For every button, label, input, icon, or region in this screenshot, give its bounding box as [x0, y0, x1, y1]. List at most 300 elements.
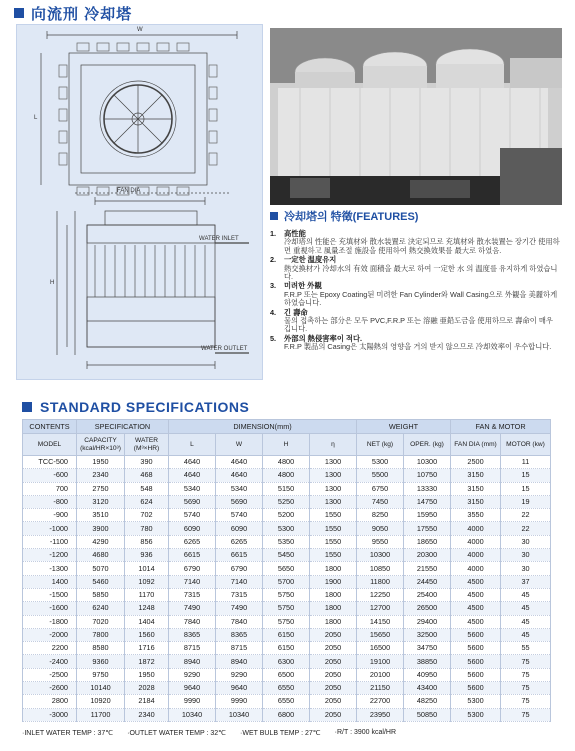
table-cell: 4000	[451, 522, 501, 535]
table-cell: 75	[501, 708, 551, 721]
table-cell: 1300	[310, 495, 357, 508]
table-cell: 4000	[451, 562, 501, 575]
table-cell: 22	[501, 509, 551, 522]
table-cell: 10300	[357, 549, 404, 562]
table-cell: 9990	[216, 695, 263, 708]
table-cell: 1800	[310, 602, 357, 615]
table-cell: 3510	[77, 509, 125, 522]
table-group-header	[23, 420, 551, 434]
table-cell: 6240	[77, 602, 125, 615]
table-cell: 6090	[169, 522, 216, 535]
table-cell: 9750	[77, 668, 125, 681]
table-cell: 12700	[357, 602, 404, 615]
table-cell: 4800	[263, 456, 310, 469]
table-cell: 4640	[216, 456, 263, 469]
feature-head: 一定한 温度유지	[284, 255, 337, 265]
table-cell: 10340	[169, 708, 216, 721]
table-cell: 4000	[451, 535, 501, 548]
features-title: 冷却塔의 特徵(FEATURES)	[284, 211, 419, 223]
table-cell: 17550	[404, 522, 451, 535]
table-cell: 21550	[404, 562, 451, 575]
table-cell: 7140	[169, 575, 216, 588]
table-cell: 4000	[451, 549, 501, 562]
table-cell: 75	[501, 655, 551, 668]
table-cell: 2200	[23, 642, 77, 655]
col-l: L	[169, 434, 216, 456]
table-cell: 38850	[404, 655, 451, 668]
table-cell: TCC-500	[23, 456, 77, 469]
table-cell: 1872	[125, 655, 169, 668]
fan-stack	[105, 211, 197, 225]
table-cell: 23950	[357, 708, 404, 721]
table-cell: 8580	[77, 642, 125, 655]
table-cell: 936	[125, 549, 169, 562]
table-cell: 5350	[263, 535, 310, 548]
table-cell: 6550	[263, 682, 310, 695]
table-row	[23, 615, 551, 628]
table-cell: 3150	[451, 495, 501, 508]
table-row	[23, 482, 551, 495]
table-cell: 7315	[216, 588, 263, 601]
table-cell: 5600	[451, 628, 501, 641]
table-cell: 1800	[310, 562, 357, 575]
features-heading	[270, 208, 562, 224]
table-cell: 2800	[23, 695, 77, 708]
table-cell: 2050	[310, 655, 357, 668]
table-cell: 4500	[451, 588, 501, 601]
table-cell: 7020	[77, 615, 125, 628]
table-cell: 2050	[310, 708, 357, 721]
table-cell: 5200	[263, 509, 310, 522]
table-cell: 11700	[77, 708, 125, 721]
table-cell: 2050	[310, 642, 357, 655]
table-cell: 15	[501, 469, 551, 482]
features-section	[270, 208, 562, 353]
feature-item	[270, 256, 562, 281]
table-cell: 9640	[169, 682, 216, 695]
technical-drawing	[16, 24, 263, 380]
table-cell: 5250	[263, 495, 310, 508]
feature-number: 2.	[270, 255, 277, 265]
table-cell: 700	[23, 482, 77, 495]
table-cell: 14150	[357, 615, 404, 628]
table-row	[23, 469, 551, 482]
page-header	[14, 5, 132, 21]
feature-item	[270, 309, 562, 334]
table-cell: 1404	[125, 615, 169, 628]
table-cell: 9990	[169, 695, 216, 708]
table-cell: 9050	[357, 522, 404, 535]
water-outlet-label: WATER OUTLET	[201, 346, 248, 352]
specs-square-icon	[22, 402, 32, 412]
table-cell: 6750	[357, 482, 404, 495]
table-cell: 4290	[77, 535, 125, 548]
table-cell: 14750	[404, 495, 451, 508]
table-cell: 4640	[216, 469, 263, 482]
feature-number: 4.	[270, 307, 277, 317]
table-cell: 10920	[77, 695, 125, 708]
table-cell: 1716	[125, 642, 169, 655]
table-cell: 22	[501, 522, 551, 535]
table-cell: 5300	[263, 522, 310, 535]
table-cell: 48250	[404, 695, 451, 708]
table-cell: -2600	[23, 682, 77, 695]
table-cell: 45	[501, 615, 551, 628]
table-cell: 8715	[216, 642, 263, 655]
table-cell: 6265	[216, 535, 263, 548]
table-cell: 6300	[263, 655, 310, 668]
table-cell: 5850	[77, 588, 125, 601]
table-cell: 2050	[310, 668, 357, 681]
table-cell: -1000	[23, 522, 77, 535]
table-cell: 5600	[451, 642, 501, 655]
table-cell: -1800	[23, 615, 77, 628]
table-cell: -2000	[23, 628, 77, 641]
table-cell: 6265	[169, 535, 216, 548]
col-capacity: CAPACITY (kcal/HR×10³)	[77, 434, 125, 456]
table-cell: 7840	[169, 615, 216, 628]
table-cell: 32500	[404, 628, 451, 641]
col-d: η	[310, 434, 357, 456]
table-cell: 6800	[263, 708, 310, 721]
table-cell: 780	[125, 522, 169, 535]
table-cell: 856	[125, 535, 169, 548]
table-cell: 30	[501, 549, 551, 562]
table-cell: 702	[125, 509, 169, 522]
page-title: 向流刑 冷却塔	[31, 5, 133, 23]
table-cell: 9290	[216, 668, 263, 681]
table-cell: 8940	[216, 655, 263, 668]
table-cell: 5690	[169, 495, 216, 508]
table-cell: 6500	[263, 668, 310, 681]
group-specification: SPECIFICATION	[77, 420, 169, 434]
table-cell: 1800	[310, 615, 357, 628]
table-cell: -900	[23, 509, 77, 522]
cooling-tower-photo	[270, 28, 562, 205]
table-cell: 3120	[77, 495, 125, 508]
table-cell: 4640	[169, 469, 216, 482]
table-cell: 2050	[310, 628, 357, 641]
table-cell: 1800	[310, 588, 357, 601]
table-cell: 5690	[216, 495, 263, 508]
table-cell: 5300	[451, 708, 501, 721]
feature-item	[270, 282, 562, 307]
table-cell: 5340	[169, 482, 216, 495]
table-row	[23, 495, 551, 508]
table-cell: 1400	[23, 575, 77, 588]
table-row	[23, 562, 551, 575]
table-cell: 26500	[404, 602, 451, 615]
group-dimension: DIMENSION(mm)	[169, 420, 357, 434]
table-cell: 10300	[404, 456, 451, 469]
note-rt: · R/T : 3900 kcal/HR	[335, 729, 396, 737]
feature-desc: 冷却塔의 性能은 充填材와 散水装置로 決定되므로 充填材와 散水装置는 장기간 使用하면 重視하고 風量조절 施設을 使用하여 熱交換效果를 最大로 하였음.	[284, 237, 560, 255]
table-cell: 21150	[357, 682, 404, 695]
table-cell: 8365	[216, 628, 263, 641]
table-cell: 3900	[77, 522, 125, 535]
table-cell: 50850	[404, 708, 451, 721]
table-cell: 34750	[404, 642, 451, 655]
col-w: W	[216, 434, 263, 456]
table-cell: 4500	[451, 615, 501, 628]
table-cell: 1014	[125, 562, 169, 575]
table-cell: 7490	[169, 602, 216, 615]
drawing-lines	[17, 25, 264, 381]
table-cell: 3150	[451, 469, 501, 482]
table-cell: 5450	[263, 549, 310, 562]
table-cell: 11800	[357, 575, 404, 588]
table-row	[23, 708, 551, 721]
feature-head: 미려한 外観	[284, 281, 322, 291]
table-cell: 5740	[169, 509, 216, 522]
table-cell: 2184	[125, 695, 169, 708]
col-oper: OPER. (kg)	[404, 434, 451, 456]
table-cell: 1300	[310, 456, 357, 469]
table-row	[23, 456, 551, 469]
water-inlet-label: WATER INLET	[199, 236, 239, 242]
table-cell: 1560	[125, 628, 169, 641]
table-cell: 10850	[357, 562, 404, 575]
w-label: W	[137, 27, 143, 33]
table-cell: 1550	[310, 509, 357, 522]
table-cell: 8715	[169, 642, 216, 655]
table-cell: 5700	[263, 575, 310, 588]
l-label: L	[34, 115, 38, 121]
table-cell: 1550	[310, 549, 357, 562]
table-cell: 8940	[169, 655, 216, 668]
table-row	[23, 682, 551, 695]
table-cell: 5300	[451, 695, 501, 708]
table-cell: 7840	[216, 615, 263, 628]
table-cell: 8365	[169, 628, 216, 641]
table-cell: 7140	[216, 575, 263, 588]
table-cell: 6615	[169, 549, 216, 562]
title-square-icon	[14, 8, 24, 18]
table-cell: 6790	[169, 562, 216, 575]
table-cell: -3000	[23, 708, 77, 721]
table-cell: 19	[501, 495, 551, 508]
table-row	[23, 509, 551, 522]
table-cell: 10750	[404, 469, 451, 482]
photo-illustration	[270, 28, 562, 205]
table-cell: 2340	[125, 708, 169, 721]
table-cell: 13330	[404, 482, 451, 495]
table-cell: 5300	[357, 456, 404, 469]
features-square-icon	[270, 212, 278, 220]
table-cell: 5600	[451, 668, 501, 681]
table-cell: 2340	[77, 469, 125, 482]
table-cell: -1500	[23, 588, 77, 601]
table-cell: 55	[501, 642, 551, 655]
table-row	[23, 695, 551, 708]
table-cell: 1550	[310, 535, 357, 548]
table-cell: 20300	[404, 549, 451, 562]
table-row	[23, 535, 551, 548]
table-cell: 624	[125, 495, 169, 508]
table-cell: 30	[501, 562, 551, 575]
table-cell: 5750	[263, 615, 310, 628]
feature-number: 3.	[270, 281, 277, 291]
conditions-notes	[22, 729, 550, 737]
table-cell: 1900	[310, 575, 357, 588]
table-cell: 6090	[216, 522, 263, 535]
table-cell: -1200	[23, 549, 77, 562]
table-row	[23, 642, 551, 655]
table-cell: 5500	[357, 469, 404, 482]
table-cell: 5750	[263, 588, 310, 601]
table-cell: 6615	[216, 549, 263, 562]
table-cell: 5600	[451, 655, 501, 668]
table-cell: 5600	[451, 682, 501, 695]
table-row	[23, 628, 551, 641]
table-cell: 1550	[310, 522, 357, 535]
specs-heading	[22, 399, 249, 415]
group-fan-motor: FAN & MOTOR	[451, 420, 551, 434]
table-cell: 9550	[357, 535, 404, 548]
table-cell: 2028	[125, 682, 169, 695]
table-cell: -600	[23, 469, 77, 482]
table-cell: 4800	[263, 469, 310, 482]
table-cell: 10140	[77, 682, 125, 695]
table-cell: 9640	[216, 682, 263, 695]
col-model: MODEL	[23, 434, 77, 456]
feature-desc: 물의 접촉하는 部分은 모두 PVC,F.R.P 또는 溶融 亜鉛도금을 使用하므로 壽命이 매우 깁니다.	[284, 316, 553, 334]
table-cell: 45	[501, 602, 551, 615]
table-cell: 1170	[125, 588, 169, 601]
table-cell: 22700	[357, 695, 404, 708]
table-cell: 75	[501, 668, 551, 681]
table-cell: 548	[125, 482, 169, 495]
feature-head: 高性能	[284, 229, 306, 238]
table-cell: 45	[501, 588, 551, 601]
table-row	[23, 549, 551, 562]
table-cell: 45	[501, 628, 551, 641]
table-cell: 6150	[263, 628, 310, 641]
table-cell: -1100	[23, 535, 77, 548]
table-cell: 4640	[169, 456, 216, 469]
table-cell: 24450	[404, 575, 451, 588]
table-cell: 5340	[216, 482, 263, 495]
table-cell: 5740	[216, 509, 263, 522]
table-cell: 2750	[77, 482, 125, 495]
col-fan-dia: FAN DIA (mm)	[451, 434, 501, 456]
note-wet-bulb-temp: · WET BULB TEMP : 27℃	[240, 729, 321, 737]
table-body	[23, 456, 551, 722]
note-outlet-temp: · OUTLET WATER TEMP : 32℃	[127, 729, 226, 737]
table-cell: 7315	[169, 588, 216, 601]
fan-dia-label: FAN DIA	[117, 188, 141, 194]
table-column-header	[23, 434, 551, 456]
feature-head: 外部의 熱侵害率이 적다.	[284, 333, 363, 343]
table-cell: 11	[501, 456, 551, 469]
features-list	[270, 230, 562, 352]
col-motor: MOTOR (kw)	[501, 434, 551, 456]
table-cell: 7450	[357, 495, 404, 508]
table-cell: 20100	[357, 668, 404, 681]
note-inlet-temp: · INLET WATER TEMP : 37℃	[22, 729, 113, 737]
table-cell: 16500	[357, 642, 404, 655]
table-cell: 37	[501, 575, 551, 588]
table-cell: 40950	[404, 668, 451, 681]
table-row	[23, 522, 551, 535]
table-cell: 15650	[357, 628, 404, 641]
table-cell: 10340	[216, 708, 263, 721]
table-cell: 6550	[263, 695, 310, 708]
table-cell: 30	[501, 535, 551, 548]
table-cell: 25400	[404, 588, 451, 601]
table-cell: 6150	[263, 642, 310, 655]
table-cell: 468	[125, 469, 169, 482]
group-contents: CONTENTS	[23, 420, 77, 434]
table-cell: 1092	[125, 575, 169, 588]
table-cell: 8250	[357, 509, 404, 522]
table-row	[23, 575, 551, 588]
table-cell: 7800	[77, 628, 125, 641]
table-cell: 2050	[310, 695, 357, 708]
table-cell: 29400	[404, 615, 451, 628]
table-cell: -1600	[23, 602, 77, 615]
table-cell: 4680	[77, 549, 125, 562]
table-cell: 5460	[77, 575, 125, 588]
feature-number: 5.	[270, 333, 277, 343]
table-cell: 15	[501, 482, 551, 495]
table-cell: 15950	[404, 509, 451, 522]
h-label: H	[50, 280, 55, 286]
table-cell: 4500	[451, 575, 501, 588]
feature-desc: F.R.P 또는 Epoxy Coating된 미려한 Fan Cylinder와 Wall Casing으로 外観을 美麗하게 하였습니다.	[284, 289, 558, 308]
table-cell: 1950	[77, 456, 125, 469]
table-cell: 19100	[357, 655, 404, 668]
table-cell: 2500	[451, 456, 501, 469]
table-cell: 1300	[310, 482, 357, 495]
table-cell: 390	[125, 456, 169, 469]
table-row	[23, 668, 551, 681]
col-water: WATER (M³×HR)	[125, 434, 169, 456]
table-cell: 43400	[404, 682, 451, 695]
table-cell: 75	[501, 695, 551, 708]
feature-desc: 熱交換材가 冷却水의 有效 面積을 最大로 하여 一定한 水 의 温度를 유지하게 하였습니다.	[284, 263, 558, 282]
table-cell: 9290	[169, 668, 216, 681]
table-cell: 1248	[125, 602, 169, 615]
table-cell: -2500	[23, 668, 77, 681]
table-cell: 18650	[404, 535, 451, 548]
table-cell: 7490	[216, 602, 263, 615]
table-cell: 6790	[216, 562, 263, 575]
col-h: H	[263, 434, 310, 456]
feature-number: 1.	[270, 229, 277, 238]
col-net: NET (kg)	[357, 434, 404, 456]
specifications-table	[22, 419, 551, 722]
feature-desc: F.R.P 製品의 Casing은 太陽熱의 영향을 거의 받지 않으므로 冷却效率이 우수합니다.	[284, 342, 552, 352]
table-cell: 9360	[77, 655, 125, 668]
table-row	[23, 588, 551, 601]
table-cell: 2050	[310, 682, 357, 695]
table-cell: 3150	[451, 482, 501, 495]
table-cell: 1950	[125, 668, 169, 681]
group-weight: WEIGHT	[357, 420, 451, 434]
table-cell: 75	[501, 682, 551, 695]
table-cell: 3550	[451, 509, 501, 522]
table-cell: 5650	[263, 562, 310, 575]
feature-item	[270, 335, 562, 352]
table-cell: -800	[23, 495, 77, 508]
table-cell: 4500	[451, 602, 501, 615]
table-cell: 1300	[310, 469, 357, 482]
table-cell: -1300	[23, 562, 77, 575]
feature-head: 긴 壽命	[284, 307, 308, 317]
table-row	[23, 602, 551, 615]
table-row	[23, 655, 551, 668]
